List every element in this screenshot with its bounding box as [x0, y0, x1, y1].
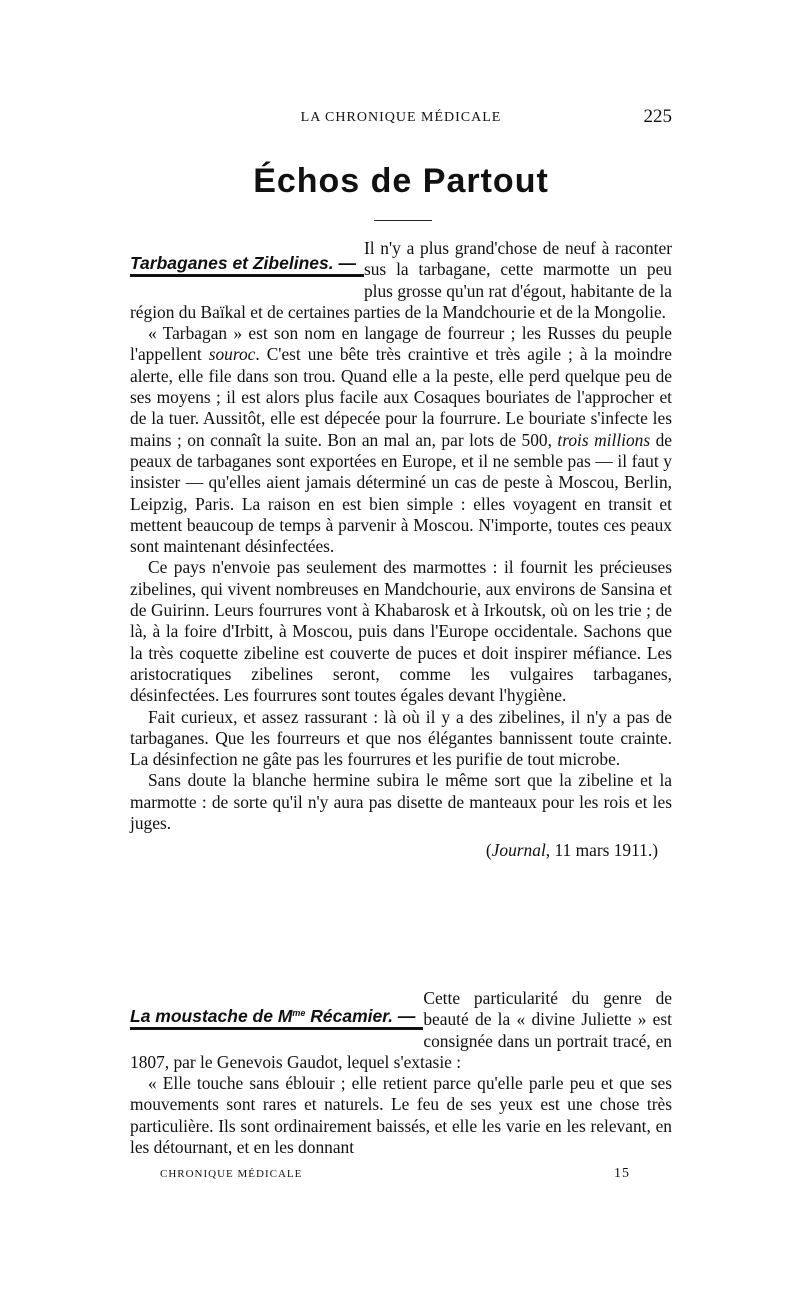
- italic-term: souroc: [208, 344, 256, 365]
- section-title: Échos de Partout: [253, 162, 549, 200]
- paragraph: Sans doute la blanche hermine subira le même sort que la zibeline et la marmotte : de sorte qu'il n'y aura pas disette de manteaux pour les rois et les juges.: [130, 770, 672, 834]
- paragraph: Il n'y a plus grand'chose de neuf à raconter sus la tarbagane, cette marmotte un peu plus grosse qu'un rat d'égout, habitante de la région du Baïkal et de certaines parties de la Mandchourie et de la Mongolie.: [130, 238, 672, 322]
- footer-sheet-number: 15: [614, 1166, 630, 1181]
- running-head: [130, 106, 672, 134]
- heading-text: Récamier. —: [305, 1006, 416, 1026]
- document-page: [130, 100, 672, 1220]
- paragraph: [130, 323, 672, 557]
- source-journal: Journal: [491, 840, 546, 861]
- journal-name: LA CHRONIQUE MÉDICALE: [300, 110, 502, 125]
- paragraph-text: de peaux de tarbaganes sont exportées en Europe, et il ne semble pas — il faut y insister — qu'elles aient jamais déterminé un cas de peste à Moscou, Berlin, Leipzig, Paris. La raison en est bien simple : elles voyagent en transit et mettent beaucoup de temps à parvenir à Moscou. N'importe, toutes ces peaux sont maintenant désinfectées.: [130, 429, 673, 557]
- heading-text: La moustache de M: [130, 1006, 293, 1026]
- article-tarbaganes: [130, 238, 672, 862]
- heading-superscript: me: [292, 1008, 306, 1018]
- title-divider: [374, 220, 432, 221]
- source-date: , 11 mars 1911.): [545, 840, 658, 861]
- source-open: (: [485, 840, 492, 861]
- article-heading: [130, 988, 423, 1030]
- paragraph-text: . C'est une bête très craintive et très agile ; à la moindre alerte, elle file dans son trou. Quand elle a la peste, elle perd quelque peu de ses moyens ; il est alors plus facile aux Cosaques bouriates de l'approcher et de la tuer. Aussitôt, elle est dépecée pour la fourrure. Le bouriate s'infecte les mains ; on connaît la suite. Bon an mal an, par lots de 500,: [130, 344, 672, 450]
- paragraph: Fait curieux, et assez rassurant : là où il y a des zibelines, il n'y a pas de tarbaganes. Que les fourreurs et que nos élégantes bannissent toute crainte. La désinfection ne gâte pas les fourrures et les purifie de tout microbe.: [130, 706, 672, 770]
- footer-signature: CHRONIQUE MÉDICALE: [160, 1168, 303, 1180]
- paragraph: Cette particularité du genre de beauté de la « divine Juliette » est consignée dans un portrait tracé, en 1807, par le Genevois Gaudot, lequel s'extasie :: [130, 988, 672, 1072]
- page-number: 225: [643, 106, 672, 127]
- article-heading: Tarbaganes et Zibelines. —: [130, 238, 364, 277]
- article-recamier: [130, 988, 672, 1158]
- paragraph-text: « Tarbagan » est son nom en langage de fourreur ; les Russes du peuple l'appellent: [130, 323, 672, 365]
- paragraph: « Elle touche sans éblouir ; elle retient parce qu'elle parle peu et que ses mouvements sont rares et naturels. Le feu de ses yeux est une chose très particulière. Ils sont ordinairement baissés, et elle les varie en les relevant, en les détournant, et en les donnant: [130, 1073, 672, 1158]
- paragraph: Ce pays n'envoie pas seulement des marmottes : il fournit les précieuses zibelines, qui vivent nombreuses en Mandchourie, aux environs de Sansina et de Guirinn. Leurs fourrures vont à Khabarosk et à Irkoutsk, où on les trie ; de là, à la foire d'Irbitt, à Moscou, puis dans l'Europe occidentale. Sachons que la très coquette zibeline est couverte de puces et doit inspirer méfiance. Les aristocratiques zibelines seront, comme les vulgaires tarbaganes, désinfectées. Les fourrures sont toutes égales devant l'hygiène.: [130, 557, 672, 706]
- page-footer: [130, 1164, 672, 1186]
- source-citation: [130, 840, 672, 861]
- italic-term: trois millions: [557, 429, 651, 450]
